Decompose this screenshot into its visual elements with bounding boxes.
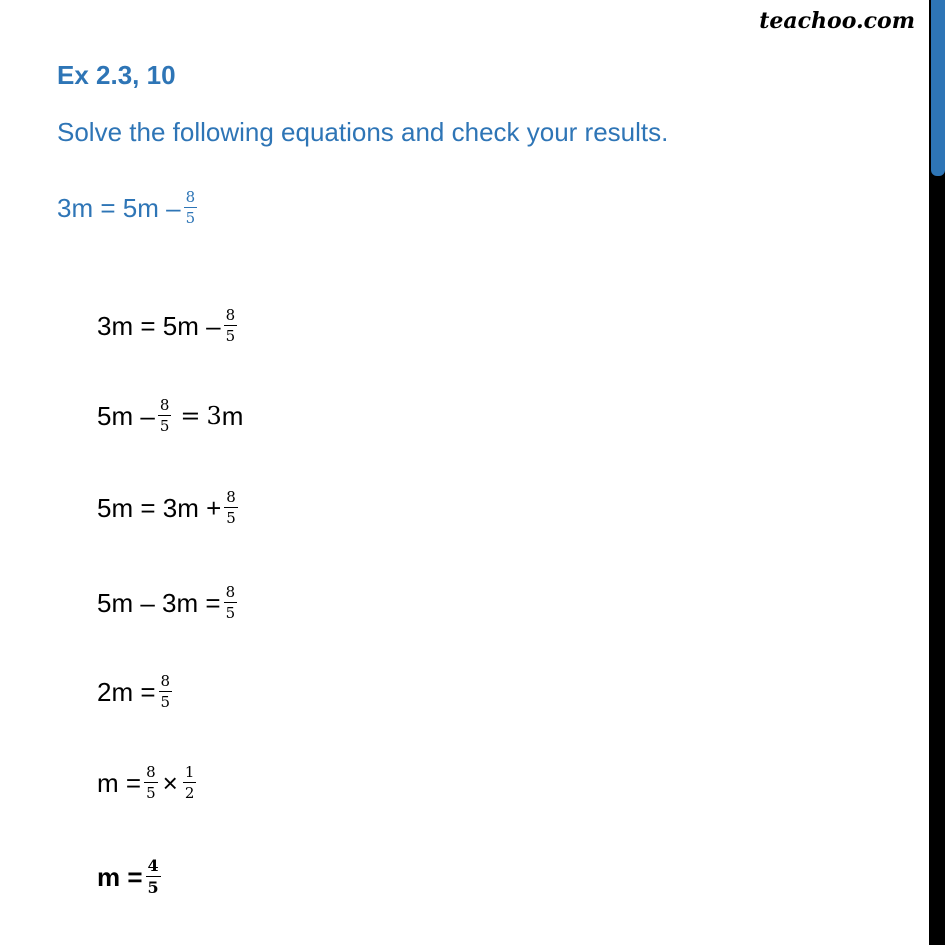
step-equals: = (180, 402, 201, 430)
given-equation-fraction (184, 190, 198, 226)
step-right-unit: m (221, 400, 244, 431)
solution-step-3 (97, 490, 241, 526)
fraction-numerator: 8 (185, 188, 196, 206)
fraction-denominator: 5 (146, 784, 156, 802)
solution-step-4 (97, 585, 240, 621)
fraction-denominator: 5 (159, 417, 170, 435)
fraction-numerator: 8 (225, 306, 236, 324)
fraction-denominator: 5 (226, 509, 236, 527)
step-fraction (144, 765, 158, 801)
fraction-denominator: 5 (147, 878, 159, 897)
step-left: 5m = 3m + (97, 492, 222, 523)
fraction-numerator: 8 (159, 396, 170, 414)
fraction-denominator: 5 (225, 604, 236, 622)
step-fraction (158, 398, 172, 434)
fraction-numerator: 4 (147, 856, 159, 875)
given-equation-left: 3m = 5m – (57, 192, 181, 223)
step-fraction (159, 674, 173, 710)
question-text: Solve the following equations and check your results. (57, 117, 669, 147)
step-fraction (224, 585, 238, 621)
exercise-title: Ex 2.3, 10 (57, 60, 176, 90)
teachoo-logo: teachoo.com (759, 8, 915, 34)
fraction-numerator: 8 (160, 672, 171, 690)
fraction-denominator: 5 (185, 209, 196, 227)
step-left: 5m – 3m = (97, 587, 221, 618)
step-fraction (224, 490, 238, 526)
answer-left: m = (97, 861, 143, 892)
answer-fraction (146, 858, 161, 896)
scrollbar[interactable] (929, 0, 945, 945)
fraction-denominator: 2 (184, 784, 195, 802)
step-fraction (224, 308, 238, 344)
fraction-denominator: 5 (160, 693, 171, 711)
solution-step-1 (97, 308, 240, 344)
fraction-numerator: 8 (226, 488, 236, 506)
scrollbar-thumb[interactable] (931, 0, 945, 176)
step-left: m = (97, 767, 142, 798)
fraction-numerator: 1 (184, 763, 195, 781)
step-right: 3 (206, 402, 222, 430)
fraction-denominator: 5 (225, 327, 236, 345)
solution-step-2 (97, 398, 243, 434)
step-left: 3m = 5m – (97, 310, 221, 341)
given-equation (57, 190, 200, 226)
multiply-sign: × (162, 767, 178, 798)
fraction-numerator: 8 (225, 583, 236, 601)
solution-step-6 (97, 765, 199, 801)
solution-step-5 (97, 674, 175, 710)
step-left: 2m = (97, 676, 156, 707)
step-fraction-2 (183, 765, 197, 801)
solution-answer (97, 858, 164, 896)
fraction-numerator: 8 (146, 763, 156, 781)
step-left: 5m – (97, 400, 155, 431)
